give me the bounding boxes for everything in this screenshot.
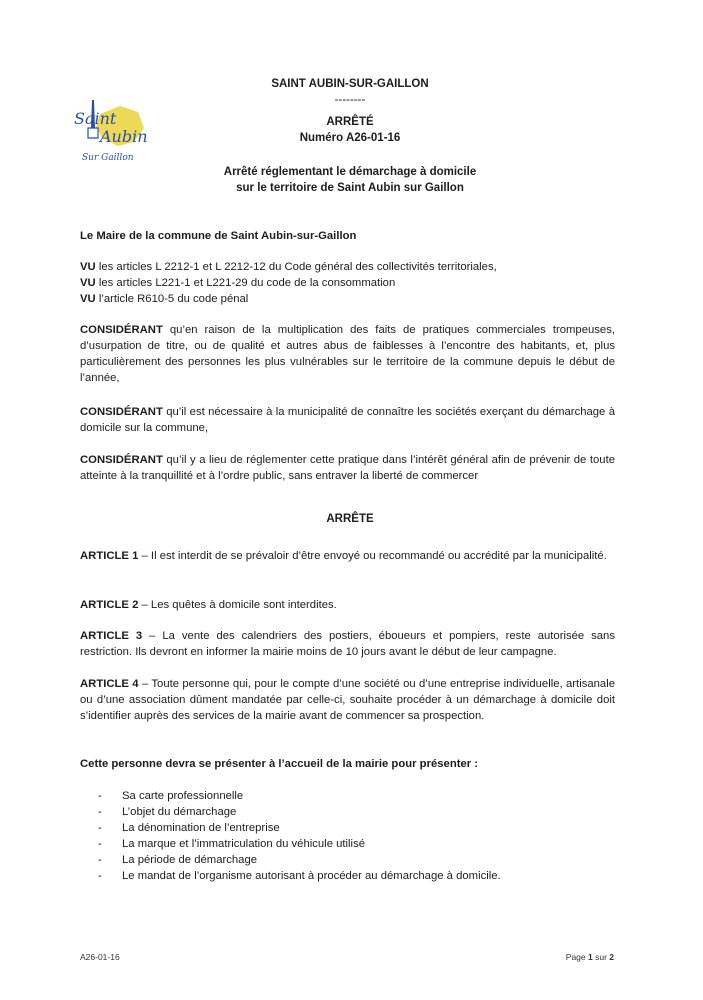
footer-page-number xyxy=(566,949,614,965)
present-heading: Cette personne devra se présenter à l’accueil de la mairie pour présenter : xyxy=(80,758,479,770)
vu-label: VU xyxy=(80,277,96,289)
subject-line-2: sur le territoire de Saint Aubin sur Gaillon xyxy=(236,182,464,194)
considerant-paragraph xyxy=(80,322,615,386)
page-total: 2 xyxy=(609,952,614,962)
article-text: – La vente des calendriers des postiers, éboueurs et pompiers, reste autorisée sans restriction. Ils devront en informer la mairie moins de 10 jours avant le début de leur campagne. xyxy=(80,630,615,658)
list-dash: - xyxy=(98,854,102,866)
list-item xyxy=(98,788,598,804)
logo-text-aubin: Aubin xyxy=(100,127,148,146)
logo-text-saint: Saint xyxy=(74,109,117,128)
list-dash: - xyxy=(98,870,102,882)
article-label: ARTICLE 1 xyxy=(80,550,139,562)
list-item xyxy=(98,836,598,852)
considerant-text: qu’en raison de la multiplication des faits de pratiques commerciales trompeuses, d’usurpation de titre, ou de qualité et autres abus de faiblesses à l’encontre des habitants, et, plus particulièrement des personnes les plus vulnérables sur le territoire de la commune depuis le début de l’année, xyxy=(80,324,615,384)
list-item-text: La dénomination de l’entreprise xyxy=(122,822,280,834)
list-item xyxy=(98,804,598,820)
considerant-text: qu’il est nécessaire à la municipalité de connaître les sociétés exerçant du démarchage à domicile sur la commune, xyxy=(80,406,615,434)
article-paragraph xyxy=(80,597,615,613)
considerant-text: qu’il y a lieu de réglementer cette pratique dans l’intérêt général afin de prévenir de toute atteinte à la tranquillité et à l’ordre public, sans entraver la liberté de commercer xyxy=(80,454,615,482)
footer-reference: A26-01-16 xyxy=(80,952,120,962)
vu-text: les articles L 2212-1 et L 2212-12 du Code général des collectivités territoriales, xyxy=(95,261,497,273)
article-paragraph xyxy=(80,548,615,564)
list-item xyxy=(98,820,598,836)
list-item xyxy=(98,852,598,868)
considerant-label: CONSIDÉRANT xyxy=(80,406,163,418)
header-separator: -------- xyxy=(334,94,366,106)
list-item-text: La marque et l’immatriculation du véhicule utilisé xyxy=(122,838,365,850)
document-type: ARRÊTÉ xyxy=(326,116,374,128)
vu-line xyxy=(80,259,625,275)
vu-line xyxy=(80,275,625,291)
commune-title: SAINT AUBIN-SUR-GAILLON xyxy=(271,78,429,90)
intro-mayor: Le Maire de la commune de Saint Aubin-sur-Gaillon xyxy=(80,230,357,242)
vu-label: VU xyxy=(80,261,96,273)
document-number: Numéro A26-01-16 xyxy=(299,132,401,144)
logo-text-sur-gaillon: Sur Gaillon xyxy=(82,153,134,163)
vu-text: les articles L221-1 et L221-29 du code de la consommation xyxy=(95,277,396,289)
subject-line-1: Arrêté réglementant le démarchage à domicile xyxy=(223,166,477,178)
article-label: ARTICLE 3 xyxy=(80,630,143,642)
considerant-paragraph xyxy=(80,404,615,436)
list-dash: - xyxy=(98,822,102,834)
article-paragraph xyxy=(80,676,615,724)
page-prefix: Page xyxy=(565,952,588,962)
list-item-text: Sa carte professionnelle xyxy=(122,790,244,802)
arrete-heading: ARRÊTE xyxy=(326,513,374,525)
article-paragraph xyxy=(80,628,615,660)
considerant-label: CONSIDÉRANT xyxy=(80,454,163,466)
article-text: – Toute personne qui, pour le compte d’une société ou d’une entreprise individuelle, artisanale ou d’une association dûment mandatée par celle-ci, souhaite procéder à un démarchage à domicile doit s’identifier auprès des services de la mairie avant de commencer sa prospection. xyxy=(80,678,615,722)
article-label: ARTICLE 4 xyxy=(80,678,139,690)
vu-text: l’article R610-5 du code pénal xyxy=(95,293,249,305)
article-text: – Il est interdit de se prévaloir d’être envoyé ou recommandé ou accrédité par la municipalité. xyxy=(138,550,607,562)
vu-line xyxy=(80,291,625,307)
list-dash: - xyxy=(98,790,102,802)
list-item-text: La période de démarchage xyxy=(122,854,258,866)
article-text: – Les quêtes à domicile sont interdites. xyxy=(138,599,337,611)
considerant-paragraph xyxy=(80,452,615,484)
list-item xyxy=(98,868,598,884)
list-dash: - xyxy=(98,838,102,850)
article-label: ARTICLE 2 xyxy=(80,599,139,611)
list-item-text: Le mandat de l’organisme autorisant à procéder au démarchage à domicile. xyxy=(122,870,501,882)
page-current: 1 xyxy=(588,952,593,962)
list-dash: - xyxy=(98,806,102,818)
logo-church xyxy=(88,128,98,138)
considerant-label: CONSIDÉRANT xyxy=(80,324,163,336)
list-item-text: L’objet du démarchage xyxy=(122,806,237,818)
page-middle: sur xyxy=(592,952,610,962)
vu-label: VU xyxy=(80,293,96,305)
